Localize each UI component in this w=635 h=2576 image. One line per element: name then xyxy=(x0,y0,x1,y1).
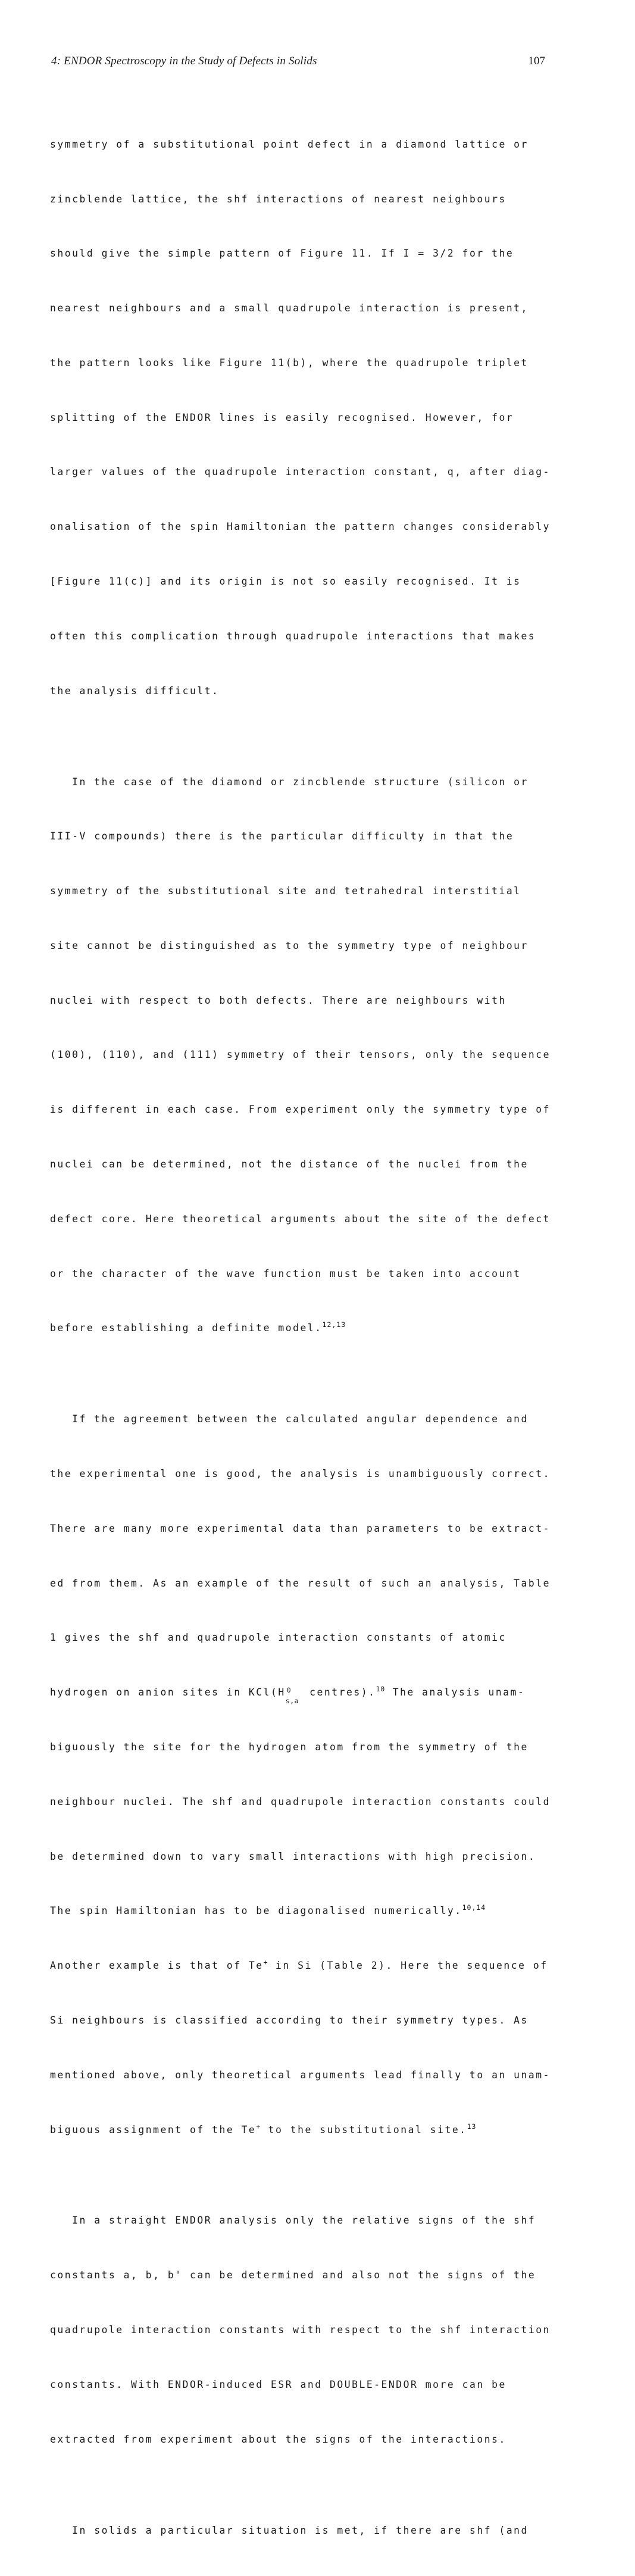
text-line: III-V compounds) there is the particular difficulty in that the xyxy=(50,830,514,842)
text-line: onalisation of the spin Hamiltonian the pattern changes considerably xyxy=(50,521,551,533)
text-line: splitting of the ENDOR lines is easily recognised. However, for xyxy=(50,411,514,423)
charge-superscript: + xyxy=(263,1958,268,1967)
text-line xyxy=(50,1319,556,1338)
text-line: extracted from experiment about the signs of the interactions. xyxy=(50,2433,506,2445)
page-number: 107 xyxy=(528,55,545,67)
text-line xyxy=(50,1902,556,1921)
reference-superscript: 12,13 xyxy=(322,1320,346,1329)
text-line: is different in each case. From experiment only the symmetry type of xyxy=(50,1104,551,1116)
text-line: 1 gives the shf and quadrupole interaction constants of atomic xyxy=(50,1632,506,1644)
text-line: be determined down to vary small interactions with high precision. xyxy=(50,1850,536,1862)
text-line: ed from them. As an example of the result of such an analysis, Table xyxy=(50,1577,551,1589)
text-line: constants a, b, b' can be determined and also not the signs of the xyxy=(50,2269,536,2281)
text-line: quadrupole interaction constants with respect to the shf interaction xyxy=(50,2324,551,2336)
text-line xyxy=(50,2121,556,2140)
text-line: symmetry of the substitutional site and tetrahedral interstitial xyxy=(50,885,521,897)
text-fragment: Another example is that of Te xyxy=(50,1960,264,1972)
text-fragment: to the substitutional site. xyxy=(261,2124,467,2135)
text-line: defect core. Here theoretical arguments about the site of the defect xyxy=(50,1213,551,1225)
text-line: or the character of the wave function must be taken into account xyxy=(50,1267,521,1279)
text-fragment: in Si (Table 2). Here the sequence of xyxy=(268,1960,548,1972)
text-fragment: hydrogen on anion sites in KCl(H xyxy=(50,1687,286,1698)
text-line: site cannot be distinguished as to the symmetry type of neighbour xyxy=(50,939,528,951)
reference-superscript: 10,14 xyxy=(462,1903,486,1912)
text-line xyxy=(50,1684,556,1706)
text-line: mentioned above, only theoretical arguments lead finally to an unam- xyxy=(50,2069,551,2081)
text-line: constants. With ENDOR-induced ESR and DOUBLE-ENDOR more can be xyxy=(50,2378,506,2390)
superscript-zero: 0 xyxy=(286,1686,292,1695)
reference-superscript: 10 xyxy=(376,1685,386,1694)
reference-superscript: 13 xyxy=(467,2122,477,2131)
text-line: In solids a particular situation is met, if there are shf (and xyxy=(50,2524,528,2536)
text-line: symmetry of a substitutional point defect in a diamond lattice or xyxy=(50,138,528,150)
text-line: nearest neighbours and a small quadrupole interaction is present, xyxy=(50,302,528,314)
running-title: 4: ENDOR Spectroscopy in the Study of Defects in Solids xyxy=(51,55,317,67)
subscript-site: s,a xyxy=(285,1697,299,1706)
text-line: In a straight ENDOR analysis only the relative signs of the shf xyxy=(50,2215,536,2227)
text-line: larger values of the quadrupole interaction constant, q, after diag- xyxy=(50,466,551,478)
text-fragment: biguous assignment of the Te xyxy=(50,2124,256,2135)
text-line: Si neighbours is classified according to their symmetry types. As xyxy=(50,2014,528,2026)
text-line: If the agreement between the calculated angular dependence and xyxy=(50,1413,528,1425)
text-line: nuclei with respect to both defects. There are neighbours with xyxy=(50,994,506,1006)
text-fragment: centres). xyxy=(302,1687,376,1698)
hydrogen-subscript-superscript xyxy=(285,1686,302,1706)
text-line: the analysis difficult. xyxy=(50,685,220,697)
text-fragment: before establishing a definite model. xyxy=(50,1322,323,1334)
text-line: neighbour nuclei. The shf and quadrupole interaction constants could xyxy=(50,1796,551,1807)
text-line: There are many more experimental data than parameters to be extract- xyxy=(50,1522,551,1534)
charge-superscript: + xyxy=(256,2122,261,2131)
text-line: In the case of the diamond or zincblende structure (silicon or xyxy=(50,776,528,788)
text-line: [Figure 11(c)] and its origin is not so easily recognised. It is xyxy=(50,576,521,588)
text-line: biguously the site for the hydrogen atom from the symmetry of the xyxy=(50,1741,528,1753)
text-fragment: The analysis unam- xyxy=(385,1687,525,1698)
text-line: zincblende lattice, the shf interactions of nearest neighbours xyxy=(50,193,506,205)
text-line: often this complication through quadrupole interactions that makes xyxy=(50,630,536,642)
text-line xyxy=(50,1957,556,1975)
text-line: (100), (110), and (111) symmetry of their tensors, only the sequence xyxy=(50,1049,551,1061)
running-head xyxy=(51,55,545,73)
text-fragment: The spin Hamiltonian has to be diagonalised numerically. xyxy=(50,1905,462,1917)
text-line: the experimental one is good, the analysis is unambiguously correct. xyxy=(50,1468,551,1480)
text-line: nuclei can be determined, not the distance of the nuclei from the xyxy=(50,1159,528,1170)
text-line: the pattern looks like Figure 11(b), where the quadrupole triplet xyxy=(50,357,528,369)
text-line: should give the simple pattern of Figure 11. If I = 3/2 for the xyxy=(50,248,514,260)
body-text xyxy=(50,81,556,2576)
